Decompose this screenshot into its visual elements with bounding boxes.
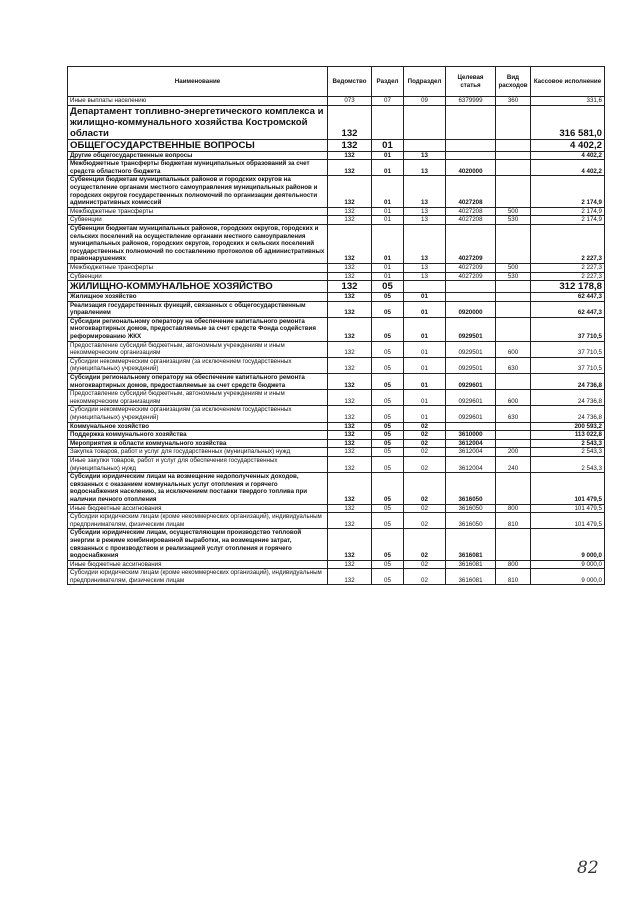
cell-razdel: 01	[372, 151, 404, 160]
cell-expense-type	[496, 224, 531, 263]
cell-amount: 4 402,2	[531, 160, 605, 176]
cell-razdel: 05	[372, 513, 404, 529]
cell-expense-type: 530	[496, 272, 531, 281]
cell-razdel: 01	[372, 272, 404, 281]
cell-name: Департамент топливно-энергетического комплекса и жилищно-коммунального хозяйства Костромской области	[68, 105, 328, 139]
cell-razdel: 05	[372, 281, 404, 293]
table-row	[68, 151, 605, 160]
cell-amount: 62 447,3	[531, 301, 605, 317]
cell-razdel: 05	[372, 473, 404, 504]
table-row	[68, 448, 605, 457]
cell-amount: 200 593,2	[531, 422, 605, 431]
cell-name: Иные закупки товаров, работ и услуг для обеспечения государственных (муниципальных) нужд	[68, 456, 328, 472]
cell-amount: 37 710,5	[531, 341, 605, 357]
cell-expense-type: 630	[496, 406, 531, 422]
cell-vedomstvo: 132	[328, 529, 372, 560]
cell-target-article: 3610000	[446, 431, 496, 440]
cell-target-article: 4027208	[446, 176, 496, 207]
cell-expense-type: 530	[496, 216, 531, 225]
cell-razdel: 01	[372, 160, 404, 176]
cell-amount: 331,6	[531, 97, 605, 106]
cell-target-article: 3616081	[446, 569, 496, 585]
cell-podrazdel: 09	[404, 97, 446, 106]
cell-podrazdel	[404, 281, 446, 293]
cell-razdel: 05	[372, 431, 404, 440]
cell-amount: 101 479,5	[531, 504, 605, 513]
cell-podrazdel: 01	[404, 341, 446, 357]
cell-podrazdel	[404, 105, 446, 139]
cell-razdel: 05	[372, 439, 404, 448]
cell-vedomstvo: 132	[328, 473, 372, 504]
table-row	[68, 272, 605, 281]
cell-amount: 2 174,9	[531, 176, 605, 207]
cell-vedomstvo: 132	[328, 160, 372, 176]
cell-podrazdel: 01	[404, 390, 446, 406]
cell-amount: 9 000,0	[531, 529, 605, 560]
cell-razdel: 05	[372, 504, 404, 513]
cell-expense-type	[496, 176, 531, 207]
cell-expense-type: 240	[496, 456, 531, 472]
header-podrazdel: Подраздел	[404, 67, 446, 97]
cell-expense-type	[496, 105, 531, 139]
table-row	[68, 105, 605, 139]
header-name: Наименование	[68, 67, 328, 97]
cell-amount: 24 736,8	[531, 390, 605, 406]
cell-name: Иные выплаты населению	[68, 97, 328, 106]
cell-podrazdel: 13	[404, 176, 446, 207]
cell-razdel: 05	[372, 569, 404, 585]
cell-name: Субвенции бюджетам муниципальных районов и городских округов на осуществление органами местного самоуправления муниципальных районов и городских округов государственных полномочий по организации деятельности административных комиссий	[68, 176, 328, 207]
cell-razdel: 01	[372, 176, 404, 207]
cell-expense-type: 500	[496, 207, 531, 216]
cell-name: Закупка товаров, работ и услуг для государственных (муниципальных) нужд	[68, 448, 328, 457]
table-row	[68, 207, 605, 216]
cell-name: Субсидии юридическим лицам (кроме некоммерческих организаций), индивидуальным предпринимателям, физическим лицам	[68, 513, 328, 529]
table-row	[68, 139, 605, 151]
cell-razdel: 05	[372, 357, 404, 373]
cell-target-article: 3616050	[446, 513, 496, 529]
cell-podrazdel: 13	[404, 207, 446, 216]
header-target-article: Целевая статья	[446, 67, 496, 97]
cell-razdel: 01	[372, 263, 404, 272]
cell-target-article: 3616081	[446, 529, 496, 560]
cell-vedomstvo: 132	[328, 406, 372, 422]
cell-podrazdel: 02	[404, 422, 446, 431]
table-row	[68, 529, 605, 560]
cell-target-article: 3616050	[446, 504, 496, 513]
cell-vedomstvo: 132	[328, 357, 372, 373]
cell-target-article: 4027209	[446, 272, 496, 281]
cell-amount: 2 227,3	[531, 272, 605, 281]
cell-amount: 2 227,3	[531, 263, 605, 272]
cell-amount: 2 174,9	[531, 216, 605, 225]
cell-podrazdel: 13	[404, 272, 446, 281]
cell-expense-type	[496, 422, 531, 431]
cell-amount: 9 000,0	[531, 560, 605, 569]
table-row	[68, 176, 605, 207]
cell-amount: 37 710,5	[531, 357, 605, 373]
cell-amount: 113 022,8	[531, 431, 605, 440]
cell-expense-type	[496, 439, 531, 448]
cell-target-article: 0929601	[446, 390, 496, 406]
cell-vedomstvo: 132	[328, 281, 372, 293]
cell-podrazdel: 13	[404, 216, 446, 225]
cell-expense-type: 360	[496, 97, 531, 106]
cell-name: Реализация государственных функций, связанных с общегосударственным управлением	[68, 301, 328, 317]
cell-amount: 24 736,8	[531, 374, 605, 390]
cell-expense-type: 600	[496, 341, 531, 357]
cell-target-article: 4027208	[446, 216, 496, 225]
table-row	[68, 439, 605, 448]
cell-target-article	[446, 422, 496, 431]
cell-razdel: 05	[372, 301, 404, 317]
cell-podrazdel: 02	[404, 513, 446, 529]
cell-name: Предоставление субсидий бюджетным, автономным учреждениям и иным некоммерческим организациям	[68, 390, 328, 406]
cell-podrazdel	[404, 139, 446, 151]
cell-target-article	[446, 139, 496, 151]
cell-vedomstvo: 132	[328, 216, 372, 225]
cell-vedomstvo: 132	[328, 341, 372, 357]
cell-razdel: 05	[372, 456, 404, 472]
cell-amount: 101 479,5	[531, 473, 605, 504]
cell-podrazdel: 01	[404, 406, 446, 422]
cell-podrazdel: 13	[404, 224, 446, 263]
cell-amount: 101 479,5	[531, 513, 605, 529]
table-row	[68, 513, 605, 529]
cell-razdel: 05	[372, 448, 404, 457]
table-row	[68, 374, 605, 390]
table-row	[68, 357, 605, 373]
cell-name: Субсидии юридическим лицам на возмещение недополученных доходов, связанных с оказанием коммунальных услуг отопления и горячего водоснабжения населению, за исключением поставки твердого топлива при наличии печного отопления	[68, 473, 328, 504]
cell-vedomstvo: 132	[328, 439, 372, 448]
cell-expense-type: 200	[496, 448, 531, 457]
cell-podrazdel: 02	[404, 560, 446, 569]
cell-name: Межбюджетные трансферты	[68, 207, 328, 216]
cell-name: Субсидии некоммерческим организациям (за исключением государственных (муниципальных) учреждений)	[68, 357, 328, 373]
cell-name: Иные бюджетные ассигнования	[68, 504, 328, 513]
cell-name: Мероприятия в области коммунального хозяйства	[68, 439, 328, 448]
cell-podrazdel: 02	[404, 504, 446, 513]
cell-name: Межбюджетные трансферты бюджетам муниципальных образований за счет средств областного бюджета	[68, 160, 328, 176]
cell-expense-type	[496, 301, 531, 317]
cell-expense-type: 630	[496, 357, 531, 373]
table-row	[68, 97, 605, 106]
cell-expense-type	[496, 473, 531, 504]
cell-vedomstvo: 132	[328, 176, 372, 207]
cell-target-article	[446, 105, 496, 139]
cell-vedomstvo: 132	[328, 301, 372, 317]
table-row	[68, 406, 605, 422]
cell-vedomstvo: 132	[328, 456, 372, 472]
cell-name: ЖИЛИЩНО-КОММУНАЛЬНОЕ ХОЗЯЙСТВО	[68, 281, 328, 293]
cell-target-article: 4027209	[446, 263, 496, 272]
cell-podrazdel: 01	[404, 317, 446, 341]
header-expense-type: Вид расходов	[496, 67, 531, 97]
cell-vedomstvo: 132	[328, 504, 372, 513]
table-row	[68, 456, 605, 472]
cell-name: Субсидии региональному оператору на обеспечение капитального ремонта многоквартирных домов, предоставляемые за счет средств Фонда содействия реформированию ЖКХ	[68, 317, 328, 341]
table-row	[68, 216, 605, 225]
table-row	[68, 281, 605, 293]
cell-vedomstvo: 132	[328, 448, 372, 457]
cell-podrazdel: 13	[404, 263, 446, 272]
cell-amount: 4 402,2	[531, 151, 605, 160]
cell-target-article: 3616050	[446, 473, 496, 504]
cell-target-article: 3612004	[446, 456, 496, 472]
cell-razdel: 05	[372, 529, 404, 560]
cell-target-article: 0929501	[446, 357, 496, 373]
cell-target-article	[446, 281, 496, 293]
cell-razdel: 05	[372, 293, 404, 302]
cell-amount: 312 178,8	[531, 281, 605, 293]
cell-vedomstvo: 073	[328, 97, 372, 106]
cell-target-article	[446, 293, 496, 302]
cell-amount: 4 402,2	[531, 139, 605, 151]
cell-target-article: 0920000	[446, 301, 496, 317]
cell-target-article	[446, 151, 496, 160]
cell-expense-type: 810	[496, 569, 531, 585]
cell-razdel: 05	[372, 390, 404, 406]
table-row	[68, 473, 605, 504]
cell-razdel: 01	[372, 207, 404, 216]
header-cash-execution: Кассовое исполнение	[531, 67, 605, 97]
cell-vedomstvo: 132	[328, 422, 372, 431]
cell-expense-type	[496, 317, 531, 341]
header-vedomstvo: Ведомство	[328, 67, 372, 97]
cell-target-article: 4027208	[446, 207, 496, 216]
table-row	[68, 301, 605, 317]
cell-amount: 37 710,5	[531, 317, 605, 341]
cell-expense-type: 600	[496, 390, 531, 406]
cell-name: Другие общегосударственные вопросы	[68, 151, 328, 160]
table-header-row	[68, 67, 605, 97]
table-row	[68, 224, 605, 263]
cell-vedomstvo: 132	[328, 293, 372, 302]
cell-vedomstvo: 132	[328, 374, 372, 390]
header-razdel: Раздел	[372, 67, 404, 97]
table-row	[68, 560, 605, 569]
cell-name: Поддержка коммунального хозяйства	[68, 431, 328, 440]
cell-name: ОБЩЕГОСУДАРСТВЕННЫЕ ВОПРОСЫ	[68, 139, 328, 151]
cell-expense-type: 810	[496, 513, 531, 529]
cell-vedomstvo: 132	[328, 139, 372, 151]
cell-podrazdel: 02	[404, 569, 446, 585]
cell-podrazdel: 01	[404, 293, 446, 302]
cell-target-article: 4020000	[446, 160, 496, 176]
cell-expense-type	[496, 293, 531, 302]
cell-amount: 2 543,3	[531, 456, 605, 472]
cell-podrazdel: 13	[404, 160, 446, 176]
cell-amount: 316 581,0	[531, 105, 605, 139]
cell-podrazdel: 02	[404, 431, 446, 440]
cell-vedomstvo: 132	[328, 272, 372, 281]
cell-razdel: 07	[372, 97, 404, 106]
cell-name: Субвенции	[68, 272, 328, 281]
cell-name: Субсидии юридическим лицам (кроме некоммерческих организаций), индивидуальным предпринимателям, физическим лицам	[68, 569, 328, 585]
cell-expense-type: 800	[496, 504, 531, 513]
cell-vedomstvo: 132	[328, 513, 372, 529]
cell-target-article: 3616081	[446, 560, 496, 569]
cell-vedomstvo: 132	[328, 207, 372, 216]
cell-target-article: 0929501	[446, 341, 496, 357]
table-row	[68, 160, 605, 176]
cell-expense-type	[496, 151, 531, 160]
cell-amount: 62 447,3	[531, 293, 605, 302]
budget-execution-table	[67, 66, 605, 585]
cell-vedomstvo: 132	[328, 560, 372, 569]
cell-podrazdel: 01	[404, 374, 446, 390]
cell-razdel: 05	[372, 560, 404, 569]
cell-vedomstvo: 132	[328, 431, 372, 440]
cell-vedomstvo: 132	[328, 317, 372, 341]
cell-vedomstvo: 132	[328, 151, 372, 160]
cell-podrazdel: 02	[404, 456, 446, 472]
cell-razdel: 05	[372, 317, 404, 341]
page-number: 82	[577, 858, 599, 878]
cell-expense-type	[496, 431, 531, 440]
cell-name: Субсидии региональному оператору на обеспечение капитального ремонта многоквартирных домов, предоставляемые за счет средств бюджета	[68, 374, 328, 390]
cell-target-article: 0929601	[446, 374, 496, 390]
table-row	[68, 431, 605, 440]
cell-razdel: 05	[372, 406, 404, 422]
cell-podrazdel: 02	[404, 448, 446, 457]
cell-vedomstvo: 132	[328, 390, 372, 406]
cell-expense-type	[496, 529, 531, 560]
cell-name: Субвенции бюджетам муниципальных районов, городских округов, городских и сельских поселений на осуществление органами местного самоуправления муниципальных районов, городских округов, городских и сельских поселений государственных полномочий по составлению протоколов об административных правонарушениях	[68, 224, 328, 263]
cell-name: Субсидии некоммерческим организациям (за исключением государственных (муниципальных) учреждений)	[68, 406, 328, 422]
table-row	[68, 317, 605, 341]
cell-amount: 2 543,3	[531, 439, 605, 448]
cell-name: Иные бюджетные ассигнования	[68, 560, 328, 569]
cell-razdel: 01	[372, 216, 404, 225]
cell-expense-type	[496, 374, 531, 390]
cell-amount: 9 000,0	[531, 569, 605, 585]
cell-target-article: 6379999	[446, 97, 496, 106]
table-row	[68, 341, 605, 357]
cell-vedomstvo: 132	[328, 569, 372, 585]
cell-name: Межбюджетные трансферты	[68, 263, 328, 272]
cell-podrazdel: 02	[404, 473, 446, 504]
cell-razdel: 01	[372, 224, 404, 263]
table-row	[68, 504, 605, 513]
cell-razdel: 01	[372, 139, 404, 151]
table-row	[68, 569, 605, 585]
cell-vedomstvo: 132	[328, 105, 372, 139]
cell-razdel: 05	[372, 422, 404, 431]
cell-expense-type: 500	[496, 263, 531, 272]
table-row	[68, 422, 605, 431]
cell-target-article: 0929501	[446, 317, 496, 341]
cell-target-article: 3612004	[446, 448, 496, 457]
cell-razdel: 05	[372, 341, 404, 357]
cell-target-article: 0929601	[446, 406, 496, 422]
cell-target-article: 4027209	[446, 224, 496, 263]
cell-podrazdel: 02	[404, 529, 446, 560]
cell-name: Предоставление субсидий бюджетным, автономным учреждениям и иным некоммерческим организациям	[68, 341, 328, 357]
table-row	[68, 293, 605, 302]
cell-vedomstvo: 132	[328, 224, 372, 263]
cell-name: Жилищное хозяйство	[68, 293, 328, 302]
table-row	[68, 390, 605, 406]
cell-expense-type	[496, 139, 531, 151]
cell-expense-type: 800	[496, 560, 531, 569]
cell-expense-type	[496, 160, 531, 176]
cell-expense-type	[496, 281, 531, 293]
table-row	[68, 263, 605, 272]
cell-amount: 24 736,8	[531, 406, 605, 422]
cell-amount: 2 174,9	[531, 207, 605, 216]
cell-amount: 2 227,3	[531, 224, 605, 263]
cell-name: Субвенции	[68, 216, 328, 225]
cell-target-article: 3612004	[446, 439, 496, 448]
cell-podrazdel: 01	[404, 357, 446, 373]
cell-razdel: 05	[372, 374, 404, 390]
cell-podrazdel: 02	[404, 439, 446, 448]
cell-name: Субсидии юридическим лицам, осуществляющим производство тепловой энергии в режиме комбинированной выработки, на возмещение затрат, связанных с производством и реализацией услуг отопления и горячего водоснабжения	[68, 529, 328, 560]
cell-razdel	[372, 105, 404, 139]
cell-amount: 2 543,3	[531, 448, 605, 457]
cell-podrazdel: 13	[404, 151, 446, 160]
cell-podrazdel: 01	[404, 301, 446, 317]
cell-name: Коммунальное хозяйство	[68, 422, 328, 431]
cell-vedomstvo: 132	[328, 263, 372, 272]
